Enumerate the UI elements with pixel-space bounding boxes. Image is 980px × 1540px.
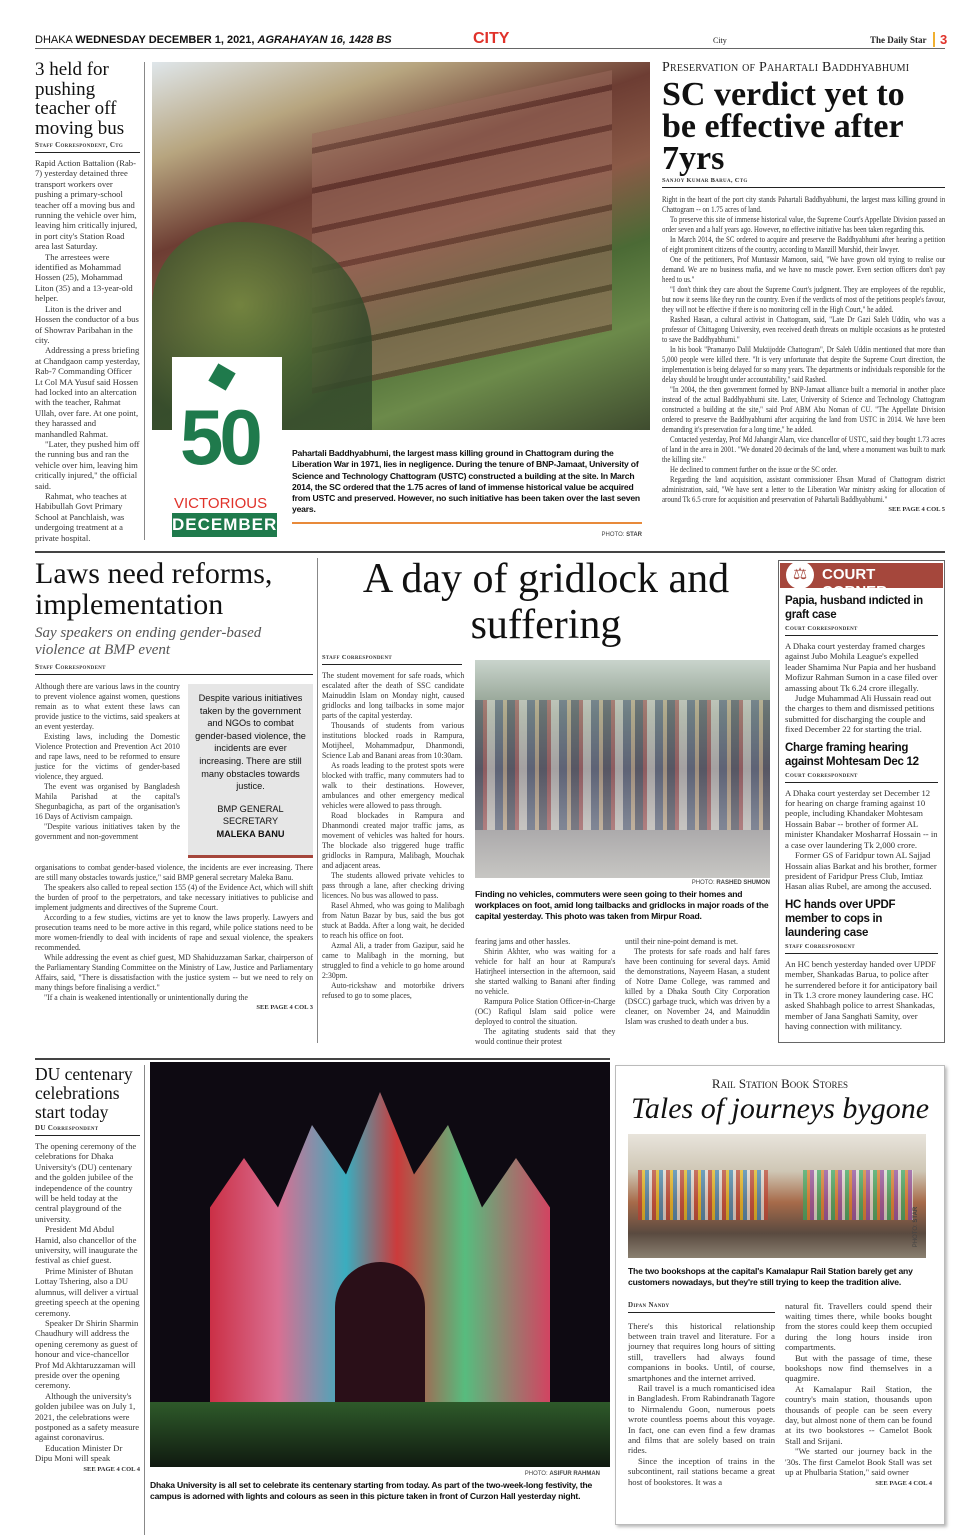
paragraph: Although the university's golden jubilee was on July 1, 2021, the celebrations were postponed as a safety measure against coronavirus.: [35, 1390, 140, 1443]
paragraph: But with the passage of time, these bookshops now find themselves in a quagmire.: [785, 1352, 932, 1384]
photo-curzon-hall: [150, 1062, 610, 1467]
paragraph: In his book "Pramanyo Dalil Muktijodde Chattogram", Dr Saleh Uddin mentioned that more than 5,000 people were killed there. "It is very unfortunate that despite the Supreme Court direction, the implementation is being delayed for so many years. The departments or individuals responsible for the delay should be brought under accountability," said Rashed.: [662, 344, 946, 384]
pull-quote: [188, 684, 313, 858]
byline: Dipan Nandy: [628, 1301, 775, 1313]
byline: Court Correspondent: [785, 772, 938, 783]
headline: SC verdict yet to be effective after 7yrs: [662, 76, 905, 177]
headline: 3 held for pushing teacher off moving bus: [35, 59, 125, 139]
court-item: [785, 898, 938, 1032]
story-bus: [35, 60, 140, 543]
paragraph: organisations to combat gender-based violence, the incidents are ever increasing. There are still many obstacles towards justice," said BMP general secretary Maleka Banu.: [35, 862, 314, 882]
paragraph: "Despite various initiatives taken by the government and non-government: [35, 821, 180, 841]
article-body: [35, 862, 313, 1002]
article-body: [662, 194, 945, 504]
masthead-logo: The Daily Star: [870, 35, 927, 45]
logo-number: 50: [180, 393, 259, 481]
paragraph: "If a chain is weakened intentionally or unintentionally during the: [44, 992, 248, 1002]
photo-caption: Dhaka University is all set to celebrate its centenary starting from today. As part of the two-week-long festivity, the campus is adorned with lights and colours as seen in this picture taken in front of Curzon Hall yesterday night.: [150, 1480, 593, 1502]
paragraph: Rapid Action Battalion (Rab-7) yesterday detained three transport workers over pushing a primary-school teacher off a moving bus and running the vehicle over him, leaving him critically injured, in port city's Station Road area last Saturday.: [35, 158, 138, 252]
article-body: [322, 670, 464, 1000]
court-corner-title: COURT CORNER: [822, 566, 888, 600]
paragraph: At Kamalapur Rail Station, the country's main station, thousands upon thousands of people can be seen every day, but almost none of them can be found at its two bookstores -- Camelot Book Stall and Srijani.: [785, 1383, 932, 1446]
paragraph: The students allowed private vehicles to pass through a lane, after checking driving licences. No bus was allowed to pass.: [322, 870, 465, 900]
court-body: [785, 788, 938, 892]
byline: DU Correspondent: [35, 1124, 140, 1136]
paragraph: There's this historical relationship between train travel and literature. For a journey that requires long hours of sitting still, travellers had always found companions in books. Until, of course, smartphones and the internet arrived.: [628, 1320, 775, 1383]
article-body: [785, 1301, 932, 1478]
paragraph: Addressing a press briefing at Chandgaon camp yesterday, Rab-7 Commanding Officer Lt Col MA Yusuf said Hossen had locked into an altercation with the teacher, Rahmat Ullah, over fare. At one point, they harassed and manhandled Rahmat.: [35, 345, 140, 439]
logo-line1: VICTORIOUS: [174, 495, 268, 512]
paragraph: fearing jams and other hassles.: [475, 936, 571, 946]
paragraph: The protests for safe roads and half fares have been continuing for several days. Amid the demonstrations, Nayeem Hasan, a student of Notre Dame College, was rammed and killed by a Dhaka South City Corporation (DSCC) garbage truck, which was driven by a cleaner, on November 24, and Mainuddin Islam was crushed to death under a bus.: [625, 946, 770, 1026]
court-body: [785, 641, 938, 735]
paragraph: One of the petitioners, Prof Muntassir Mamoon, said, "We have grown old trying to realise our demand. We are no business mafia, and we have no muscle power. Even section officers don't pay heed to us.": [662, 254, 946, 284]
paragraph: Former GS of Faridpur town AL Sajjad Hossain alias Barkat and his brother, former president of Faridpur Press Club, Imtiaz Hasan alias Rubel, are among the accused.: [785, 850, 937, 892]
quote-text: Despite various initiatives taken by the government and NGOs to combat gender-based violence, the incidents are ever increasing. There are still many obstacles towards justice.: [195, 693, 306, 792]
paragraph: Prime Minister of Bhutan Lottay Tshering, also a DU alumnus, will deliver a virtual greeting speech at the opening ceremony.: [35, 1265, 140, 1318]
paragraph: A Dhaka court yesterday framed charges against Jubo Mohila League's expelled leader Shamima Nur Papia and her husband Mofizur Rahman Sumon in a case filed over amassing about Tk 6.24 crore illegally.: [785, 641, 938, 693]
court-corner-header: [780, 563, 943, 600]
photo-bookstall: [628, 1134, 926, 1258]
paragraph: Thousands of students from various institutions blocked roads in Rampura, Motijheel, Mohammadpur, Dhanmondi, Science Lab and Banani areas from 10:30am.: [322, 720, 465, 760]
photo-caption: The two bookshops at the capital's Kamalapur Rail Station barely get any customers nowadays, but they're still trying to keep the tradition alive.: [628, 1266, 913, 1288]
paragraph: Although there are various laws in the country to prevent violence against women, questions remain as to what extent these laws can provide justice to the victims, said speakers at an event yesterday.: [35, 681, 180, 731]
paragraph: Speaker Dr Shirin Sharmin Chaudhury will address the opening ceremony as guest of honour and vice-chancellor Prof Md Akhtaruzzaman will preside over the opening ceremony.: [35, 1317, 139, 1391]
section-name: CITY: [467, 30, 515, 48]
story-books: [615, 1065, 945, 1525]
photo-credit: PHOTO: ASIFUR RAHMAN: [524, 1471, 600, 1477]
court-headline: HC hands over UPDF member to cops in laundering case: [785, 898, 896, 939]
section-small: City: [713, 36, 727, 45]
photo-credit: PHOTO: STAR: [601, 532, 642, 538]
paragraph: An HC bench yesterday handed over UPDF member, Shankadas Barua, to police after he surrendered before it for anticipatory bail in Tk 1.3 crore money laundering case. HC asked Shahbagh police to arrest Shankadas, member of Jana Sanghati Samity, over having connection with militancy.: [785, 958, 938, 1032]
court-corner: [778, 560, 945, 1043]
see-page[interactable]: SEE PAGE 4 COL 4: [83, 1465, 140, 1473]
quote-name: MALEKA BANU: [216, 828, 285, 839]
article-body: [35, 1141, 140, 1464]
byline: Court Correspondent: [785, 625, 938, 636]
court-body: [785, 959, 938, 1032]
paragraph: Right in the heart of the port city stands Pahartali Baddhyabhumi, the largest mass killing ground in Chattogram -- on 1.75 acres of land.: [662, 194, 946, 214]
court-headline: Charge framing hearing against Mohtesam Dec 12: [785, 741, 919, 768]
photo-credit: PHOTO: STAR: [912, 1206, 919, 1248]
headline: Laws need reforms, implementation: [35, 557, 273, 621]
byline: Staff Correspondent: [35, 663, 313, 675]
paragraph: Regarding the land acquisition, assistant commissioner Ehsan Murad of Chattogram district administration, said, "We have sent a letter to the Liberation War ministry asking for allocation of around Tk 6.5 crore for acquisition and preservation of Pahartali Baddhyabhumi.": [662, 474, 946, 504]
paragraph: According to a few studies, victims are yet to know the laws properly. Lawyers and prosecution teams need to be more active in this regard, while police stations need to be more women-friendly to deal with incidents of rape and sexual violence, the speakers recommended.: [35, 912, 314, 952]
article-body: [35, 681, 180, 841]
paragraph: Auto-rickshaw and motorbike drivers refused to go to some places,: [322, 980, 465, 1000]
victorious-december-logo: [172, 357, 282, 540]
photo-commuters: [475, 660, 770, 878]
article-body: [628, 1321, 775, 1488]
paragraph: The speakers also called to repeal section 155 (4) of the Evidence Act, which will shift the burden of proof to the perpetrators, and take necessary initiatives to publicise and implement judgments and directives of the Supreme Court.: [35, 882, 314, 912]
paragraph: Rashed Hasan, a cultural activist in Chattogram, said, "Late Dr Gazi Saleh Uddin, who was a professor of Chittagong University, even received death threats on multiple occasions as he protested to save the Baddhyabhumi.": [662, 314, 946, 344]
paragraph: He declined to comment further on the issue or the SC order.: [670, 464, 838, 474]
bangla-date: AGRAHAYAN 16, 1428 BS: [257, 34, 392, 46]
paragraph: The event was organised by Bangladesh Mahila Parishad at the capital's Shegunbagicha, as part of the organisation's 16 Days of Activism campaign.: [35, 781, 180, 821]
paragraph: Road blockades in Rampura and Dhanmondi created major traffic jams, as movement of vehicles was halted for hours. The blockade also triggered huge traffic gridlocks in Rampura, Malibagh, Mouchak and adjacent areas.: [322, 810, 465, 870]
subhead: Say speakers on ending gender-based violence at BMP event: [35, 625, 262, 658]
paragraph: Existing laws, including the Domestic Violence Protection and Prevention Act 2010 and rape laws, need to be reformed to ensure justice for the victims of gender-based violence, they argued.: [35, 731, 180, 781]
see-page[interactable]: SEE PAGE 4 COL 3: [256, 1004, 313, 1011]
paragraph: "I don't think they care about the Supreme Court's judgment. They are employees of the republic, but now it seems like they run the country. Even if the verdicts of most of the petitions people's favour, they will not be effective if there is no monitoring cell in the High Court," he added.: [662, 284, 946, 314]
paragraph: "In 2004, the then government formed by BNP-Jamaat alliance built a memorial in another place instead of the actual Baddhyabhumi site. Later, University of Science and Technology Chattogram constructed a building at the site," said Prof ABM Abu Noman of CU. "The Appellate Division ordered to preserve the Baddhyabhumi after acquiring the land from USTC in 2014. We have been demanding it's preservation for a long time," he added.: [662, 384, 946, 434]
byline: Staff Correspondent: [322, 654, 462, 665]
kicker: Rail Station Book Stores: [711, 1076, 849, 1091]
photo-caption: Pahartali Baddhyabhumi, the largest mass killing ground in Chattogram during the Liberation War in 1971, lies in negligence. During the tenure of BNP-Jamaat, University of Science and Technology Chattogram (USTC) constructed a building at the site. In March 2014, the SC ordered that the 1.75 acres of land of immense historical value be acquired from USTC and preserved. However, no such initiative has been taken over the last seven years.: [292, 448, 640, 515]
paragraph: The opening ceremony of the celebrations for Dhaka University's (DU) centenary and the golden jubilee of the independence of the country will be held today at the central playground of the university.: [35, 1141, 137, 1224]
page-header: [35, 30, 948, 49]
paragraph: The agitating students said that they would continue their protest: [475, 1026, 616, 1046]
paragraph: Contacted yesterday, Prof Md Jahangir Alam, vice chancellor of USTC, said they bought 1.73 acres of land in the area in 2001. "We donated 20 decimals of the land, where a monument was built to mark the killing site.": [662, 434, 946, 464]
see-page[interactable]: SEE PAGE 4 COL 5: [888, 506, 945, 513]
headline: A day of gridlock and suffering: [362, 556, 730, 648]
paragraph: natural fit. Travellers could spend their waiting times there, while books bought from the stores could keep them occupied during the long hours inside iron compartments.: [785, 1300, 932, 1353]
story-laws: [35, 558, 313, 1011]
paragraph: In March 2014, the SC ordered to acquire and preserve the Baddhyabhumi after hearing a petition of eight prominent citizens of the country, according to Manzill Murshid, their lawyer.: [662, 234, 946, 254]
paragraph: until their nine-point demand is met.: [625, 936, 738, 946]
article-body: [625, 936, 770, 1026]
paragraph: "Later, they pushed him off the running bus and ran the vehicle over him, leaving him critically injured," the official said.: [35, 438, 140, 491]
paragraph: The student movement for safe roads, which escalated after the death of SSC candidate Mainuddin Islam on Monday night, caused gridlocks and long tailbacks in some major parts of the capital yesterday.: [322, 670, 465, 720]
headline: Tales of journeys bygone: [630, 1092, 930, 1125]
paragraph: The arrestees were identified as Mohammad Hossen (25), Mohammad Liton (35) and a 13-year-old helper.: [35, 251, 133, 304]
byline: Staff Correspondent, Ctg: [35, 141, 140, 153]
quote-role: BMP GENERAL SECRETARY: [217, 803, 284, 827]
court-item: [785, 741, 938, 892]
paragraph: Liton is the driver and Hossen the conductor of a bus of Showrav Paribahan in the city.: [35, 303, 139, 345]
city-label: DHAKA: [35, 34, 73, 46]
paragraph: While addressing the event as chief guest, MD Shahiduzzaman Sarkar, chairperson of the Parliamentary Standing Committee on the Ministry of Law, Justice and Parliamentary Affairs, said, "There is dissatisfaction with the justice system -- but we need to rely on many things before finalising a verdict.": [35, 952, 314, 992]
paragraph: Rampura Police Station Officer-in-Charge (OC) Rafiqul Islam said police were deployed to control the situation.: [475, 996, 616, 1026]
court-headline: Papia, husband indicted in graft case: [785, 595, 923, 621]
paragraph: Rasel Ahmed, who was going to Malibagh from Natun Bazar by bus, said the bus got stuck at Badda. After a long wait, he decided to reach his office on foot.: [322, 900, 465, 940]
byline: Staff Correspondent: [785, 943, 938, 954]
byline: Sanjoy Kumar Barua, Ctg: [662, 177, 945, 188]
paragraph: "We started our journey back in the '30s. The first Camelot Book Stall was set up at Phulbaria Station," said owner: [785, 1446, 932, 1478]
paragraph: Shirin Akhter, who was waiting for a vehicle for half an hour at Rampura's Hatirjheel intersection in the afternoon, said she started walking to Banani after finding no vehicle.: [475, 946, 616, 996]
story-du: [35, 1065, 140, 1473]
article-body: [475, 936, 615, 1046]
photo-caption: Finding no vehicles, commuters were seen going to their homes and workplaces on foot, amid long tailbacks and gridlocks in major roads of the capital yesterday. This photo was taken from Mirpur Road.: [475, 889, 769, 922]
paragraph: Azmal Ali, a trader from Gazipur, said he came to Malibagh in the morning, but struggled to find a vehicle to go home around 2:30pm.: [322, 940, 465, 980]
paragraph: As roads leading to the protest spots were blocked with traffic, many commuters had to walk to their destinations. However, ambulances and other emergency medical vehicles were allowed to pass through.: [322, 760, 465, 810]
paragraph: President Md Abdul Hamid, also chancellor of the university, will inaugurate the festival as chief guest.: [35, 1224, 138, 1266]
paragraph: Rail travel is a much romanticised idea in Bangladesh. From Rabindranath Tagore to Nirmalendu Goon, numerous poets wrote countless poems about this voyage. In fact, one can even find a few dramas and films that are solely based on train rides.: [628, 1383, 775, 1456]
court-item: [785, 594, 938, 735]
headline: DU centenary celebrations start today: [35, 1064, 133, 1122]
see-page[interactable]: SEE PAGE 4 COL 4: [875, 1479, 932, 1487]
gavel-icon: ⚖: [786, 561, 814, 589]
story-sc-verdict: [662, 60, 945, 513]
article-body: [35, 158, 140, 543]
dateline: WEDNESDAY DECEMBER 1, 2021,: [75, 34, 255, 46]
paragraph: Judge Muhammad Ali Hussain read out the charges to them and dismissed petitions submitted for discharging the couple and fixed December 22 for starting the trial.: [785, 693, 935, 735]
paragraph: Rahmat, who teaches at Habibullah Govt Primary School at Panchlaish, was undergoing treatment at a private hospital.: [35, 491, 127, 543]
paragraph: To preserve this site of immense historical value, the Supreme Court's Appellate Division passed an order seven and a half years ago. However, no effective initiative has been taken regarding this.: [662, 214, 946, 234]
paragraph: Since the inception of trains in the subcontinent, rail stations became a great host of bookstores. It was a: [628, 1455, 775, 1487]
logo-line2: DECEMBER: [172, 513, 277, 537]
paragraph: A Dhaka court yesterday set December 12 for hearing on charge framing against 10 people, including Khandaker Mohtesam Hossain Babar -- brother of former AL minister Khandaker Mosharraf Hossain -- in a case over laundering Tk 2,000 crore.: [785, 787, 938, 850]
kicker: Preservation of Pahartali Baddhyabhumi: [662, 60, 910, 75]
paragraph: Education Minister Dr Dipu Moni will speak: [35, 1442, 123, 1464]
photo-credit: PHOTO: RASHED SHUMON: [691, 880, 770, 886]
page-number: 3: [933, 32, 947, 47]
